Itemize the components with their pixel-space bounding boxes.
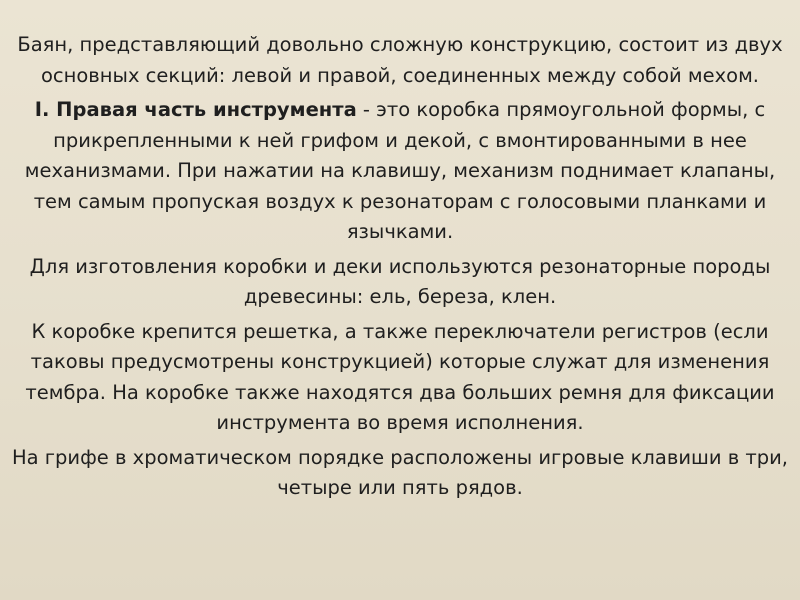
paragraph-keyboard-rows xyxy=(8,443,792,504)
paragraph-grille-registers-text: К коробке крепится решетка, а также переключатели регистров (если таковы предусмотрены конструкцией) которые служат для изменения тембра. На коробке также находятся два больших ремня для фиксации инструмента во время исполнения. xyxy=(25,319,775,434)
paragraph-intro xyxy=(8,30,792,91)
slide-text-body xyxy=(8,30,792,508)
paragraph-right-part-heading: I. Правая часть инструмента xyxy=(34,98,357,121)
paragraph-intro-text: Баян, представляющий довольно сложную конструкцию, состоит из двух основных секций: левой и правой, соединенных между собой мехом. xyxy=(17,33,783,87)
paragraph-right-part xyxy=(8,95,792,248)
paragraph-grille-registers xyxy=(8,317,792,439)
paragraph-keyboard-rows-text: На грифе в хроматическом порядке расположены игровые клавиши в три, четыре или пять рядов. xyxy=(11,445,789,499)
paragraph-wood-types xyxy=(8,252,792,313)
paragraph-right-part-text: - это коробка прямоугольной формы, с прикрепленными к ней грифом и декой, с вмонтированными в нее механизмами. При нажатии на клавишу, механизм поднимает клапаны, тем самым пропуская воздух к резонаторам с голосовыми планками и язычками. xyxy=(24,98,776,243)
paragraph-wood-types-text: Для изготовления коробки и деки используются резонаторные породы древесины: ель, береза, клен. xyxy=(29,254,771,308)
